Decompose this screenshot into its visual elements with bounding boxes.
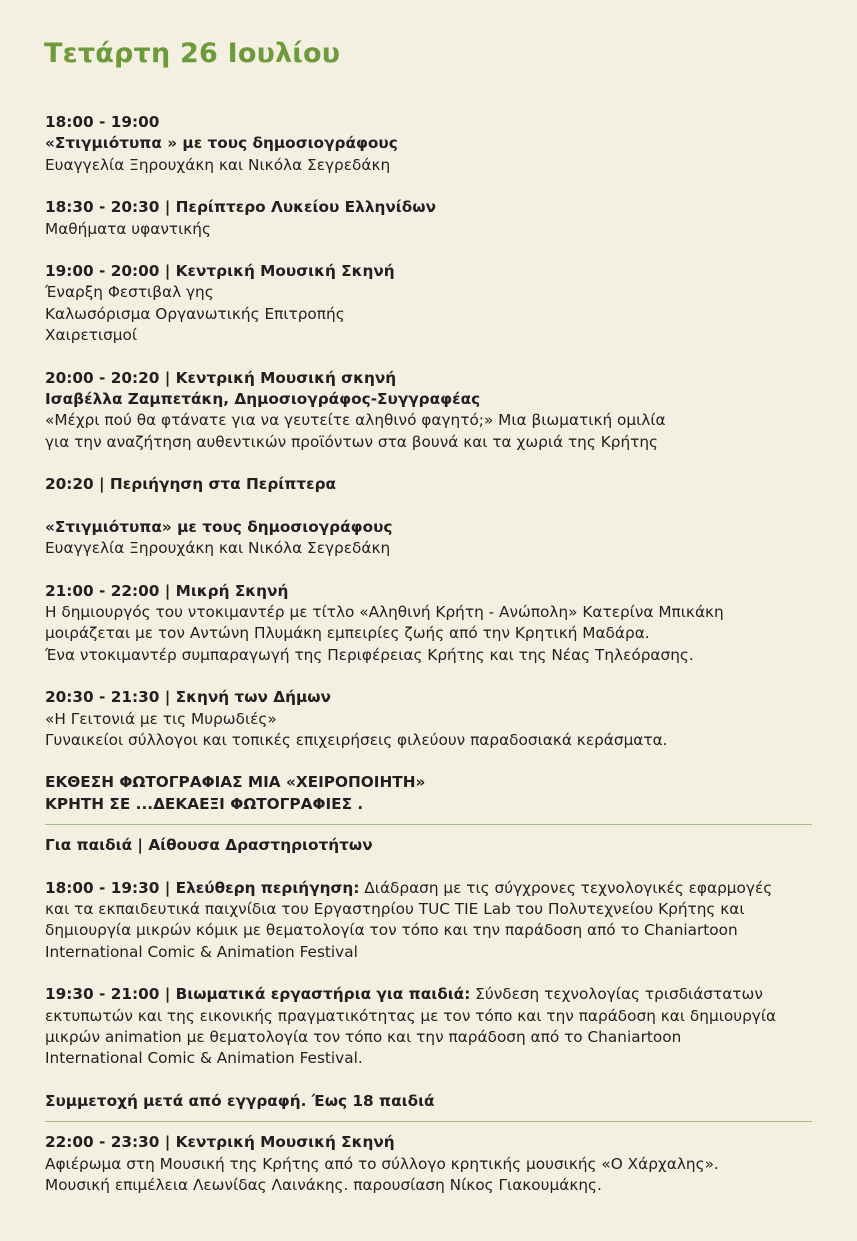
entry-line	[45, 1091, 815, 1112]
entry-text: Ευαγγελία Ξηρουχάκη και Νικόλα Σεγρεδάκη	[45, 155, 391, 174]
entry-text: Αφιέρωμα στη Μουσική της Κρήτης από το σύλλογο κρητικής μουσικής «Ο Χάρχαλης».	[45, 1154, 719, 1173]
program-entry	[45, 772, 815, 815]
entry-line	[45, 1048, 815, 1069]
entry-line	[45, 984, 815, 1005]
entry-line	[45, 878, 815, 899]
program-entry	[45, 1132, 815, 1196]
entry-line	[45, 432, 815, 453]
entry-text: Διάδραση με τις σύγχρονες τεχνολογικές εφαρμογές	[359, 878, 773, 897]
entry-text: «Μέχρι πού θα φτάνατε για να γευτείτε αληθινό φαγητό;» Μια βιωματική ομιλία	[45, 411, 666, 430]
program-entry	[45, 368, 815, 454]
entry-line	[45, 1006, 815, 1027]
entry-line	[45, 197, 815, 218]
entry-text: Η δημιουργός του ντοκιμαντέρ με τίτλο «Αληθινή Κρήτη - Ανώπολη» Κατερίνα Μπικάκη	[45, 602, 724, 621]
entry-line	[45, 1154, 815, 1175]
entry-heading: 18:30 - 20:30 | Περίπτερο Λυκείου Ελληνίδων	[45, 198, 436, 217]
entry-line	[45, 282, 815, 303]
entry-line	[45, 1175, 815, 1196]
entry-heading: ΕΚΘΕΣΗ ΦΩΤΟΓΡΑΦΙΑΣ ΜΙΑ «ΧΕΙΡΟΠΟΙΗΤΗ»	[45, 773, 426, 792]
entry-line	[45, 389, 815, 410]
entry-text: Καλωσόρισμα Οργανωτικής Επιτροπής	[45, 304, 345, 323]
entry-line	[45, 730, 815, 751]
program-entry	[45, 517, 815, 560]
entry-heading: Για παιδιά | Αίθουσα Δραστηριοτήτων	[45, 836, 373, 855]
entry-text: για την αναζήτηση αυθεντικών προϊόντων στα βουνά και τα χωριά της Κρήτης	[45, 432, 659, 451]
entry-heading: ΚΡΗΤΗ ΣΕ ...ΔΕΚΑΕΞΙ ΦΩΤΟΓΡΑΦΙΕΣ .	[45, 794, 364, 813]
program-entry	[45, 261, 815, 347]
page-title: Τετάρτη 26 Ιουλίου	[44, 38, 341, 69]
entry-heading: 20:30 - 21:30 | Σκηνή των Δήμων	[45, 688, 331, 707]
entry-line	[45, 368, 815, 389]
entry-line	[45, 794, 815, 815]
entry-line	[45, 835, 815, 856]
entry-text: Έναρξη Φεστιβαλ γης	[45, 283, 214, 302]
program-entry	[45, 474, 815, 495]
entry-line	[45, 325, 815, 346]
entry-heading: 18:00 - 19:30 | Ελεύθερη περιήγηση:	[45, 878, 360, 897]
program-entry	[45, 835, 815, 856]
entry-text: δημιουργία μικρών κόμικ με θεματολογία τον τόπο και την παράδοση από το Chaniartoon	[45, 921, 738, 940]
entry-text: «Η Γειτονιά με τις Μυρωδιές»	[45, 709, 277, 728]
entry-heading: 22:00 - 23:30 | Κεντρική Μουσική Σκηνή	[45, 1133, 395, 1152]
entry-text: International Comic & Animation Festival.	[45, 1049, 363, 1068]
entry-line	[45, 687, 815, 708]
section-divider	[45, 1121, 812, 1122]
entry-line	[45, 517, 815, 538]
entry-text: Μαθήματα υφαντικής	[45, 219, 211, 238]
program-entry	[45, 581, 815, 667]
entry-line	[45, 1027, 815, 1048]
entry-spacer	[45, 666, 815, 687]
entry-line	[45, 709, 815, 730]
entry-text: Ένα ντοκιμαντέρ συμπαραγωγή της Περιφέρειας Κρήτης και της Νέας Τηλεόρασης.	[45, 645, 694, 664]
entry-spacer	[45, 1070, 815, 1091]
entry-line	[45, 623, 815, 644]
entry-line	[45, 155, 815, 176]
entry-line	[45, 133, 815, 154]
entry-line	[45, 602, 815, 623]
entry-line	[45, 261, 815, 282]
entry-spacer	[45, 963, 815, 984]
entry-heading: Συμμετοχή μετά από εγγραφή. Έως 18 παιδιά	[45, 1091, 435, 1110]
entry-heading: Ισαβέλλα Ζαμπετάκη, Δημοσιογράφος-Συγγραφέας	[45, 390, 481, 409]
entry-heading: 19:30 - 21:00 | Βιωματικά εργαστήρια για παιδιά:	[45, 985, 471, 1004]
entry-text: και τα εκπαιδευτικά παιχνίδια του Εργαστηρίου TUC TIE Lab του Πολυτεχνείου Κρήτης και	[45, 899, 745, 918]
entry-heading: 19:00 - 20:00 | Κεντρική Μουσική Σκηνή	[45, 262, 395, 281]
entry-spacer	[45, 857, 815, 878]
entry-heading: 20:00 - 20:20 | Κεντρική Μουσική σκηνή	[45, 368, 397, 387]
entry-text: International Comic & Animation Festival	[45, 942, 358, 961]
entry-spacer	[45, 347, 815, 368]
entry-spacer	[45, 240, 815, 261]
entry-line	[45, 920, 815, 941]
entry-heading: «Στιγμιότυπα» με τους δημοσιογράφους	[45, 517, 393, 536]
entry-text: Ευαγγελία Ξηρουχάκη και Νικόλα Σεγρεδάκη	[45, 539, 391, 558]
entry-heading: 18:00 - 19:00	[45, 113, 160, 131]
entry-line	[45, 538, 815, 559]
program-entry	[45, 197, 815, 240]
entry-text: Χαιρετισμοί	[45, 326, 138, 345]
entry-heading: «Στιγμιότυπα » με τους δημοσιογράφους	[45, 134, 398, 153]
program-content	[45, 112, 815, 1196]
entry-spacer	[45, 496, 815, 517]
entry-line	[45, 899, 815, 920]
program-entry	[45, 112, 815, 176]
program-entry	[45, 878, 815, 964]
entry-text: Σύνδεση τεχνολογίας τρισδιάστατων	[470, 985, 763, 1004]
entry-line	[45, 112, 815, 133]
program-entry	[45, 984, 815, 1070]
entry-spacer	[45, 751, 815, 772]
entry-heading: 21:00 - 22:00 | Μικρή Σκηνή	[45, 581, 289, 600]
entry-text: μοιράζεται με τον Αντώνη Πλυμάκη εμπειρίες ζωής από την Κρητική Μαδάρα.	[45, 624, 650, 643]
entry-line	[45, 219, 815, 240]
section-divider	[45, 824, 812, 825]
entry-line	[45, 581, 815, 602]
entry-text: Μουσική επιμέλεια Λεωνίδας Λαινάκης. παρουσίαση Νίκος Γιακουμάκης.	[45, 1176, 602, 1195]
program-entry	[45, 687, 815, 751]
entry-line	[45, 474, 815, 495]
entry-text: εκτυπωτών και της εικονικής πραγματικότητας με τον τόπο και την παράδοση και δημιουργία	[45, 1006, 777, 1025]
entry-text: μικρών animation με θεματολογία τον τόπο και την παράδοση από το Chaniartoon	[45, 1028, 682, 1046]
entry-heading: 20:20 | Περιήγηση στα Περίπτερα	[45, 475, 337, 494]
entry-spacer	[45, 560, 815, 581]
entry-line	[45, 772, 815, 793]
entry-line	[45, 645, 815, 666]
program-entry	[45, 1091, 815, 1112]
entry-text: Γυναικείοι σύλλογοι και τοπικές επιχειρήσεις φιλεύουν παραδοσιακά κεράσματα.	[45, 730, 668, 749]
entry-spacer	[45, 453, 815, 474]
entry-line	[45, 304, 815, 325]
entry-line	[45, 1132, 815, 1153]
entry-spacer	[45, 176, 815, 197]
entry-line	[45, 942, 815, 963]
entry-line	[45, 410, 815, 431]
